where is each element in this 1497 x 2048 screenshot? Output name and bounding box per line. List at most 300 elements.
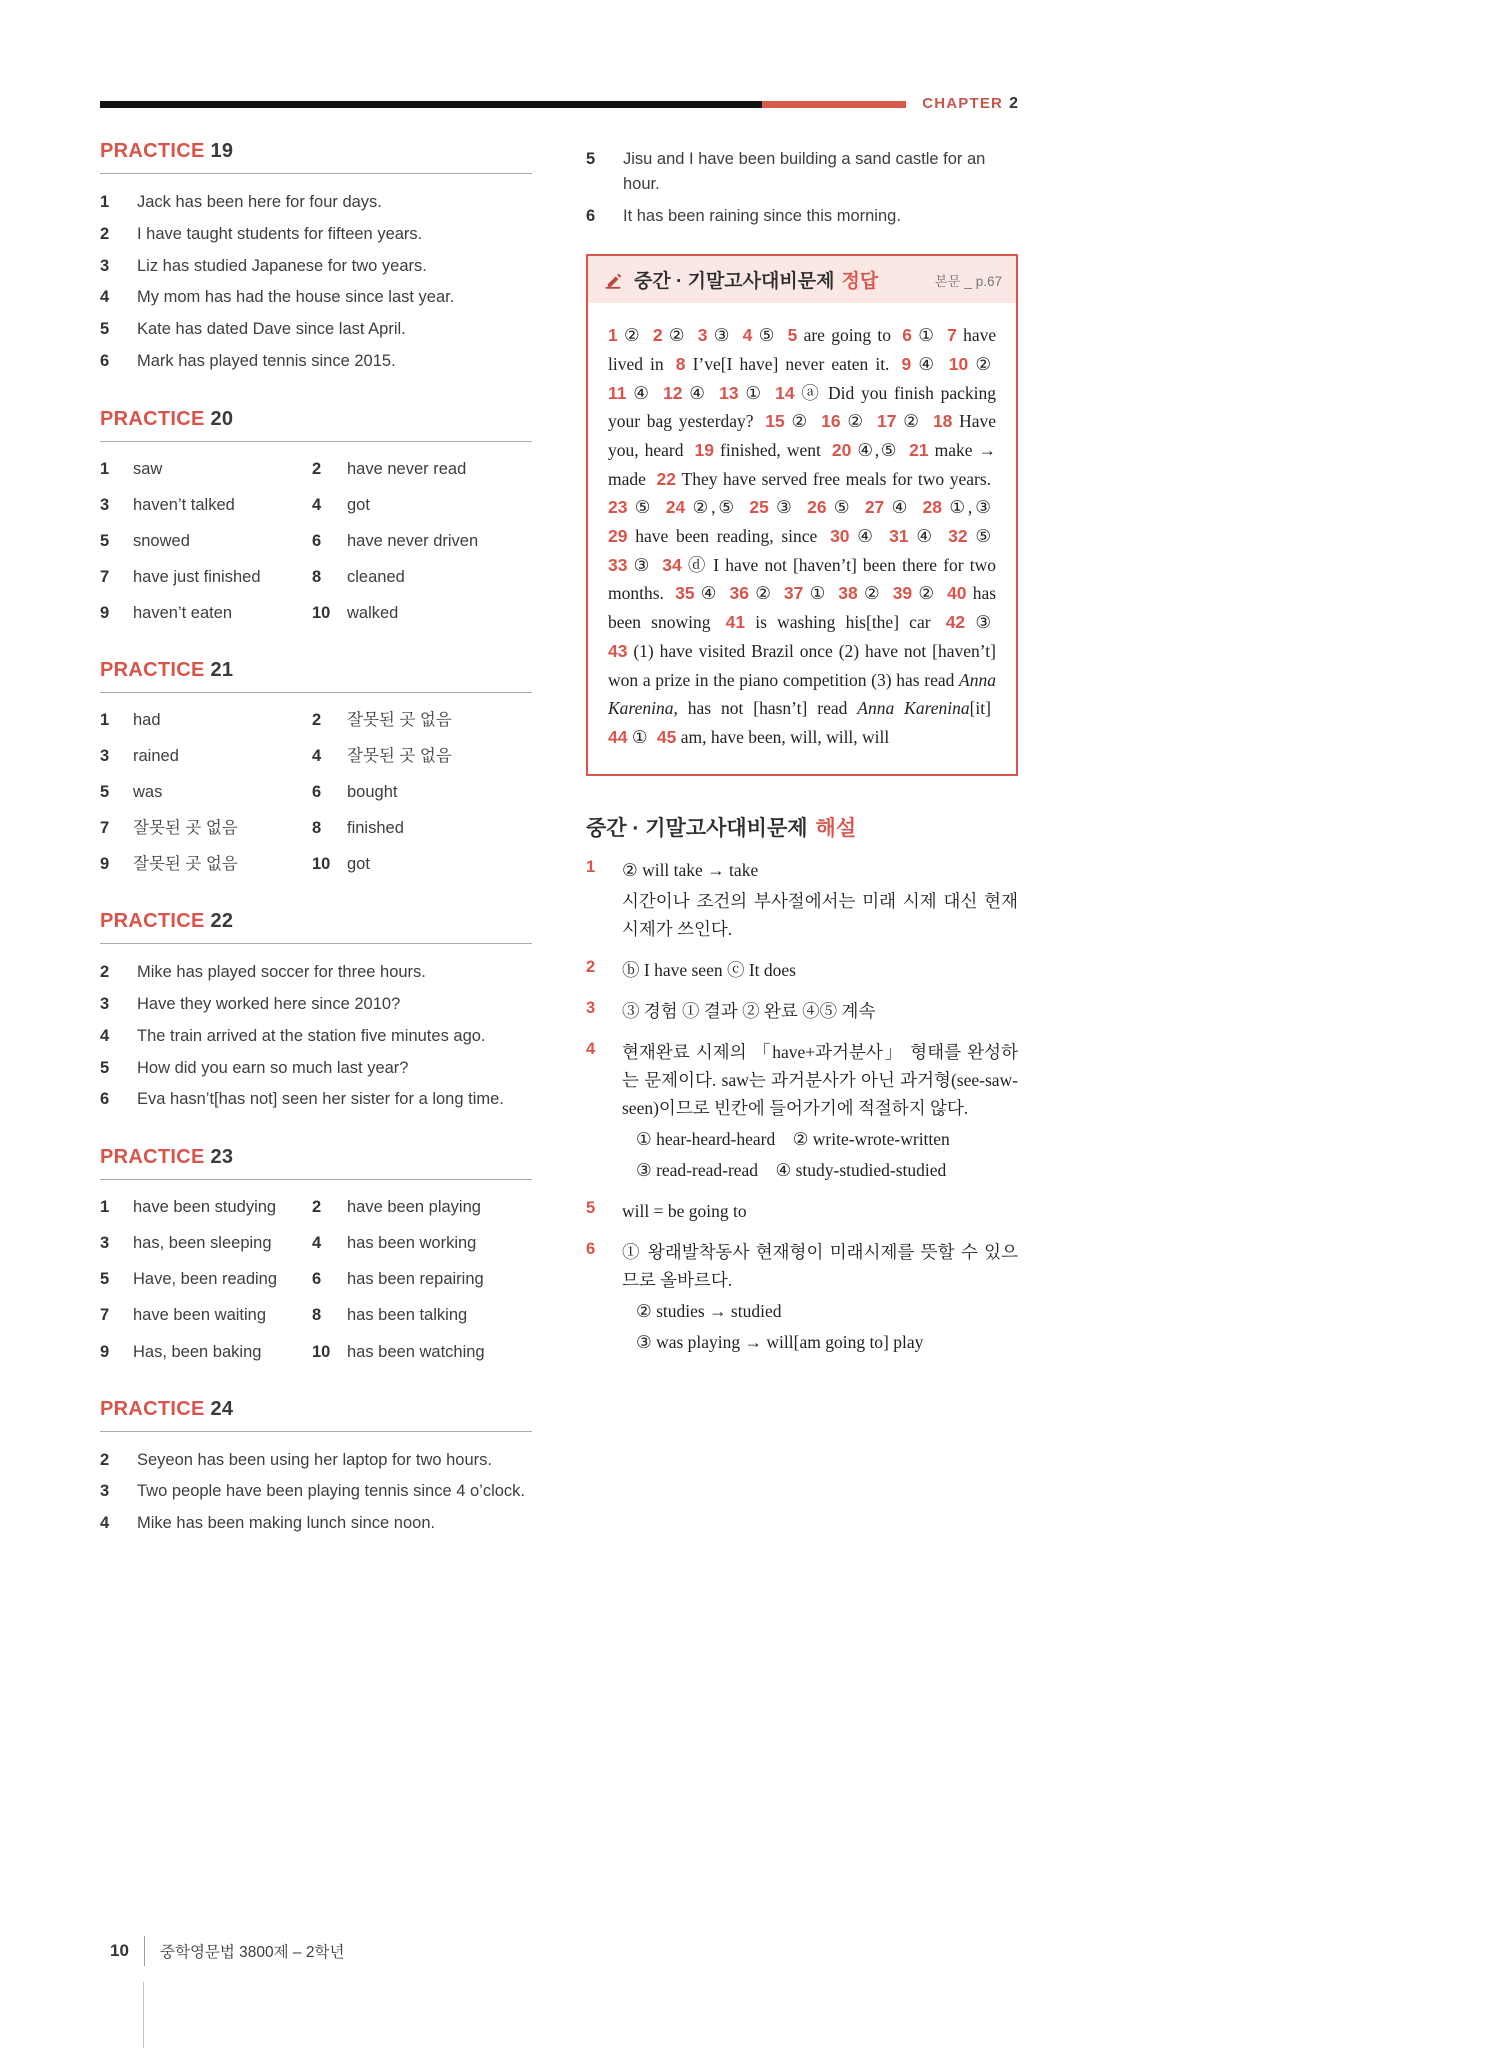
footer-vertical-line — [143, 1982, 144, 2048]
item-text: have just finished — [133, 567, 261, 586]
item-text: bought — [347, 783, 398, 802]
practice-grid — [100, 1196, 532, 1363]
token-number: 20 — [831, 440, 852, 460]
left-column — [100, 140, 532, 1570]
token-text: ② — [863, 583, 882, 604]
answer-box-title-text: 중간 · 기말고사대비문제 — [634, 271, 835, 293]
token-text: ⑤ — [833, 497, 853, 518]
token-text: ② — [791, 411, 810, 432]
item-text: haven’t talked — [133, 495, 235, 514]
token-text: ① — [631, 726, 648, 747]
footer-divider — [144, 1936, 145, 1966]
explanation-heading — [586, 812, 1018, 842]
answer-token — [608, 325, 642, 345]
source-page-ref: 본문 _ p.67 — [934, 273, 1002, 289]
practice-heading-number: 22 — [210, 910, 234, 933]
item-number: 4 — [312, 747, 322, 766]
token-number: 29 — [608, 526, 628, 547]
answer-item — [100, 1479, 532, 1504]
explanation-heading-text: 중간 · 기말고사대비문제 — [586, 816, 808, 840]
token-number: 32 — [948, 526, 968, 547]
item-number: 6 — [312, 1270, 322, 1289]
item-number: 2 — [100, 1450, 110, 1469]
item-number: 2 — [312, 710, 322, 729]
token-text: ④,⑤ — [857, 440, 899, 460]
answer-token — [676, 354, 890, 374]
item-text: rained — [133, 747, 179, 766]
item-number: 7 — [100, 819, 110, 838]
item-text: Have they worked here since 2010? — [137, 995, 401, 1014]
token-number: 33 — [608, 554, 628, 575]
answer-item — [100, 317, 532, 342]
item-body — [622, 997, 1018, 1028]
item-text: walked — [347, 603, 399, 622]
answer-token — [807, 497, 852, 517]
practice-list — [100, 960, 532, 1112]
token-text: ⑤ — [634, 497, 654, 518]
answer-item — [100, 285, 532, 310]
token-text: ③ — [633, 554, 652, 575]
token-text: make → made — [608, 440, 997, 489]
token-text: ② — [918, 583, 936, 604]
practice-heading — [100, 1146, 532, 1169]
page-number: 10 — [110, 1941, 129, 1960]
practice-grid — [100, 709, 532, 876]
answer-token — [830, 526, 876, 546]
token-number: 28 — [922, 497, 942, 518]
practice-heading — [100, 659, 532, 682]
token-number: 37 — [783, 583, 804, 604]
answer-token — [784, 583, 827, 603]
practice-grid — [100, 458, 532, 625]
token-number: 1 — [608, 325, 618, 346]
item-text: 잘못된 곳 없음 — [347, 747, 452, 766]
answer-item — [100, 992, 532, 1017]
item-text: Kate has dated Dave since last April. — [137, 320, 406, 338]
explanation-item — [586, 956, 1018, 987]
item-text: has been watching — [347, 1342, 485, 1361]
answer-token — [608, 555, 651, 575]
token-text: ③ — [713, 325, 732, 346]
explanation-list — [586, 856, 1018, 1359]
heading-rule — [100, 692, 532, 693]
token-number: 18 — [932, 411, 953, 432]
token-number: 16 — [821, 411, 841, 432]
item-number: 6 — [312, 783, 322, 802]
answer-token — [893, 583, 936, 603]
token-text: ④ — [916, 526, 936, 547]
item-text: Seyeon has been using her laptop for two hours. — [137, 1450, 492, 1469]
item-text: 잘못된 곳 없음 — [133, 855, 238, 874]
practice-heading-number: 20 — [210, 407, 234, 430]
item-text: has been talking — [347, 1306, 468, 1325]
practice-section-24 — [100, 1398, 532, 1536]
practice-heading-number: 24 — [210, 1397, 234, 1420]
answer-token — [902, 354, 937, 374]
explanation-line: ② studies → studied — [636, 1300, 782, 1321]
token-text: ⓐ Did you finish packing your bag yesterday? — [608, 382, 996, 432]
item-number: 1 — [586, 857, 596, 876]
explanation-item — [586, 856, 1018, 946]
answer-token — [695, 440, 821, 460]
token-number: 44 — [608, 726, 628, 747]
chapter-word: CHAPTER — [922, 95, 1004, 112]
practice-heading — [100, 910, 532, 933]
item-text: Jack has been here for four days. — [137, 193, 382, 211]
practice-heading-number: 23 — [210, 1146, 234, 1169]
item-number: 7 — [100, 1306, 110, 1325]
item-number: 4 — [312, 495, 322, 514]
token-text: ④ — [633, 382, 652, 403]
item-body — [622, 956, 1018, 987]
item-number: 4 — [100, 1514, 110, 1533]
practice-heading-number: 21 — [210, 658, 234, 681]
item-number: 3 — [100, 256, 110, 275]
explanation-item — [586, 997, 1018, 1028]
practice-list — [100, 190, 532, 374]
answer-token — [838, 583, 881, 603]
answer-token — [730, 583, 773, 603]
token-text: ③ — [776, 497, 795, 518]
item-text: have been playing — [347, 1198, 481, 1217]
item-number: 2 — [100, 224, 110, 243]
token-number: 5 — [787, 325, 798, 346]
practice-heading-label: PRACTICE — [100, 910, 205, 933]
item-number: 3 — [100, 1234, 110, 1253]
item-text: Jisu and I have been building a sand castle for an hour. — [623, 150, 986, 193]
token-number: 22 — [656, 468, 676, 489]
answer-token — [608, 727, 648, 747]
token-text: ⓓ I have not [haven’t] been there for two months. — [608, 554, 997, 604]
explanation-heading-accent: 해설 — [815, 816, 857, 840]
token-number: 30 — [830, 526, 850, 547]
token-number: 36 — [729, 583, 749, 604]
answer-item — [100, 349, 532, 374]
answer-token — [832, 440, 898, 460]
item-number: 10 — [312, 855, 331, 874]
token-text: ④ — [700, 583, 719, 604]
token-number: 21 — [909, 440, 929, 460]
practice-heading-number: 19 — [210, 140, 234, 162]
heading-rule — [100, 1431, 532, 1432]
token-number: 38 — [838, 583, 858, 604]
item-number: 5 — [100, 1270, 110, 1289]
right-column — [586, 140, 1018, 1570]
item-number: 3 — [100, 1482, 110, 1501]
item-text: had — [133, 710, 161, 729]
token-text: have been reading, since — [635, 526, 818, 547]
token-number: 43 — [608, 640, 628, 661]
answer-box-title — [634, 266, 878, 293]
token-number: 42 — [945, 612, 966, 633]
pencil-note-icon — [602, 269, 624, 291]
item-number: 2 — [100, 963, 110, 982]
explanation-line: ③ was playing → will[am going to] play — [636, 1331, 924, 1352]
token-text: ②,⑤ — [692, 497, 738, 518]
heading-rule — [100, 173, 532, 174]
answer-token — [657, 727, 889, 747]
item-number: 2 — [312, 1198, 322, 1217]
token-text: ② — [903, 411, 922, 432]
item-number: 9 — [100, 603, 110, 622]
answer-token — [608, 641, 996, 718]
token-text: ① — [745, 382, 764, 403]
practice-section-19 — [100, 140, 532, 374]
token-number: 40 — [947, 583, 967, 604]
item-number: 1 — [100, 459, 110, 478]
answer-token — [743, 325, 777, 345]
answer-token — [653, 325, 687, 345]
item-text: It has been raining since this morning. — [623, 206, 901, 225]
answer-token — [948, 526, 991, 546]
item-text: Liz has studied Japanese for two years. — [137, 256, 427, 275]
item-number: 3 — [100, 747, 110, 766]
item-text: has been repairing — [347, 1270, 484, 1289]
explanation-line: ① hear-heard-heard ② write-wrote-written — [636, 1128, 950, 1149]
token-number: 4 — [742, 325, 753, 346]
explanation-line: ⓑ I have seen ⓒ It does — [622, 959, 796, 980]
answer-token — [726, 612, 931, 632]
item-number: 3 — [586, 998, 596, 1017]
answer-token — [821, 411, 865, 431]
explanation-line: ③ read-read-read ④ study-studied-studied — [636, 1159, 947, 1180]
answer-box-title-accent: 정답 — [841, 271, 879, 293]
item-body — [622, 856, 1018, 946]
explanation-item — [586, 1038, 1018, 1187]
token-text: finished, went — [720, 440, 821, 460]
token-number: 13 — [719, 382, 739, 403]
answer-token — [608, 383, 651, 403]
token-number: 15 — [765, 411, 785, 432]
item-text: I have taught students for fifteen years. — [137, 224, 423, 243]
token-number: 26 — [807, 497, 827, 518]
answer-item — [100, 190, 532, 215]
token-text: ② — [755, 583, 773, 604]
item-text: Mark has played tennis since 2015. — [137, 351, 396, 370]
token-text: have lived in — [608, 325, 997, 374]
item-text: 잘못된 곳 없음 — [347, 710, 452, 729]
item-number: 7 — [100, 567, 110, 586]
item-text: got — [347, 855, 370, 874]
answer-token — [889, 526, 935, 546]
answer-token — [949, 354, 991, 374]
item-number: 5 — [586, 150, 596, 168]
answer-token — [675, 583, 718, 603]
answer-item — [100, 1511, 532, 1536]
item-number: 6 — [312, 531, 322, 550]
token-number: 41 — [725, 612, 746, 633]
token-number: 6 — [902, 325, 912, 346]
item-number: 8 — [312, 819, 322, 838]
token-number: 12 — [663, 382, 683, 403]
answer-token — [923, 497, 991, 517]
token-text: Have you, heard — [608, 411, 997, 460]
token-number: 45 — [656, 726, 677, 747]
token-text: ③ — [975, 612, 992, 633]
explanation-line: will = be going to — [622, 1200, 747, 1221]
item-number: 9 — [100, 1342, 110, 1361]
token-text: has been snowing — [608, 583, 997, 633]
answer-token — [877, 411, 921, 431]
explanation-item — [586, 1197, 1018, 1228]
item-text: snowed — [133, 531, 190, 550]
item-text: Mike has been making lunch since noon. — [137, 1514, 436, 1533]
answer-box-header — [588, 256, 1016, 303]
token-text: is washing his[the] car — [755, 612, 931, 633]
token-number: 31 — [889, 526, 909, 547]
token-text: ② — [668, 325, 687, 346]
token-number: 2 — [652, 325, 663, 346]
item-number: 6 — [100, 351, 110, 370]
answer-item — [100, 1448, 532, 1473]
item-number: 3 — [100, 995, 110, 1014]
practice-heading-label: PRACTICE — [100, 1146, 205, 1169]
token-text: ② — [975, 353, 992, 374]
item-text: have never driven — [347, 531, 479, 550]
answer-item — [586, 147, 1018, 197]
practice-list — [100, 1448, 532, 1536]
token-number: 27 — [864, 497, 885, 518]
token-text: ① — [809, 583, 828, 604]
explanation-item — [586, 1238, 1018, 1359]
item-body — [622, 1197, 1018, 1228]
item-number: 6 — [100, 1090, 110, 1109]
item-number: 5 — [586, 1198, 596, 1217]
item-text: Have, been reading — [133, 1270, 278, 1289]
token-text: ④ — [689, 382, 708, 403]
explanation-line: 현재완료 시제의 「have+과거분사」 형태를 완성하는 문제이다. saw는 과거분사가 아닌 과거형(see-saw-seen)이므로 빈칸에 들어가기에 적절하지 않다. — [622, 1041, 1018, 1118]
token-number: 24 — [665, 497, 686, 518]
answer-item — [100, 960, 532, 985]
answer-box-body — [588, 303, 1016, 773]
item-number: 2 — [312, 459, 322, 478]
token-number: 19 — [694, 440, 715, 460]
practice-section-22 — [100, 910, 532, 1112]
answer-item — [100, 1056, 532, 1081]
chapter-label — [922, 95, 1018, 113]
item-text: 잘못된 곳 없음 — [133, 819, 238, 838]
item-number: 3 — [100, 495, 110, 514]
item-text: have never read — [347, 459, 467, 478]
token-number: 39 — [892, 583, 913, 604]
item-text: cleaned — [347, 567, 405, 586]
answer-token — [698, 325, 732, 345]
answer-token — [666, 497, 737, 517]
item-text: The train arrived at the station five minutes ago. — [137, 1026, 486, 1045]
token-text: ① — [918, 325, 936, 346]
item-number: 1 — [100, 1198, 110, 1217]
item-number: 1 — [100, 193, 110, 211]
heading-rule — [100, 441, 532, 442]
item-text: haven’t eaten — [133, 603, 233, 622]
practice-heading-label: PRACTICE — [100, 140, 205, 162]
item-text: has, been sleeping — [133, 1234, 272, 1253]
item-number: 1 — [100, 710, 110, 729]
explanation-line: ③ 경험 ① 결과 ② 완료 ④⑤ 계속 — [622, 1000, 876, 1021]
practice-heading — [100, 140, 532, 163]
item-number: 5 — [100, 531, 110, 550]
item-number: 4 — [586, 1039, 596, 1058]
item-number: 4 — [312, 1234, 322, 1253]
token-number: 7 — [947, 325, 957, 346]
token-text: ④ — [918, 353, 937, 374]
explanation-line: 시간이나 조건의 부사절에서는 미래 시제 대신 현재 시제가 쓰인다. — [622, 890, 1018, 939]
answer-token — [765, 411, 809, 431]
item-number: 9 — [100, 855, 110, 874]
item-text: finished — [347, 819, 404, 838]
item-text: was — [133, 783, 163, 802]
token-number: 11 — [608, 382, 627, 403]
item-number: 6 — [586, 1239, 596, 1258]
item-number: 10 — [312, 603, 331, 622]
item-text: have been studying — [133, 1198, 277, 1217]
token-text: ①,③ — [949, 497, 991, 518]
item-text: has been working — [347, 1234, 477, 1253]
token-number: 8 — [675, 353, 686, 374]
answer-box — [586, 254, 1018, 775]
explanation-line: ① 왕래발착동사 현재형이 미래시제를 뜻할 수 있으므로 올바르다. — [622, 1241, 1018, 1290]
answer-token — [902, 325, 936, 345]
answer-token — [663, 383, 707, 403]
chapter-header — [100, 95, 1018, 113]
item-body — [622, 1038, 1018, 1187]
token-text: are going to — [803, 325, 891, 346]
item-text: have been waiting — [133, 1306, 267, 1325]
answer-item — [100, 1087, 532, 1112]
token-text: ⑤ — [975, 526, 992, 547]
content-columns — [100, 140, 1018, 1570]
header-bar-red — [762, 101, 906, 108]
answer-token — [749, 497, 794, 517]
token-text: ② — [847, 411, 866, 432]
token-text: ④ — [891, 497, 911, 518]
practice-section-20 — [100, 408, 532, 625]
token-text: They have served free meals for two years. — [681, 468, 992, 489]
item-number: 2 — [586, 957, 596, 976]
item-number: 4 — [100, 288, 110, 307]
token-text: ⑤ — [758, 325, 777, 346]
item-text: My mom has had the house since last year. — [137, 288, 455, 307]
token-number: 17 — [877, 411, 897, 432]
token-number: 35 — [675, 583, 695, 604]
token-number: 10 — [948, 353, 969, 374]
token-number: 3 — [697, 325, 708, 346]
item-number: 5 — [100, 320, 110, 338]
practice-section-23 — [100, 1146, 532, 1363]
practice-heading — [100, 1398, 532, 1421]
token-text: (1) have visited Brazil once (2) have not [haven’t] won a prize in the piano competition (3) has read Anna Karenina, has not [hasn’t] read Anna Karenina[it] — [608, 640, 996, 719]
item-number: 6 — [586, 206, 596, 225]
token-number: 25 — [749, 497, 769, 518]
item-number: 8 — [312, 1306, 322, 1325]
answer-token — [656, 469, 991, 489]
token-text: am, have been, will, will, will — [680, 726, 890, 747]
item-number: 8 — [312, 567, 322, 586]
token-number: 9 — [901, 353, 912, 374]
heading-rule — [100, 1179, 532, 1180]
token-number: 34 — [662, 554, 682, 575]
answer-item — [100, 254, 532, 279]
answer-item — [100, 1024, 532, 1049]
item-number: 4 — [100, 1026, 110, 1045]
item-text: Has, been baking — [133, 1342, 262, 1361]
item-text: Two people have been playing tennis since 4 o’clock. — [137, 1482, 525, 1501]
practice-section-21 — [100, 659, 532, 876]
token-text: ② — [624, 325, 642, 346]
token-text: ④ — [857, 526, 877, 547]
item-body — [622, 1238, 1018, 1359]
answer-token — [946, 612, 991, 632]
